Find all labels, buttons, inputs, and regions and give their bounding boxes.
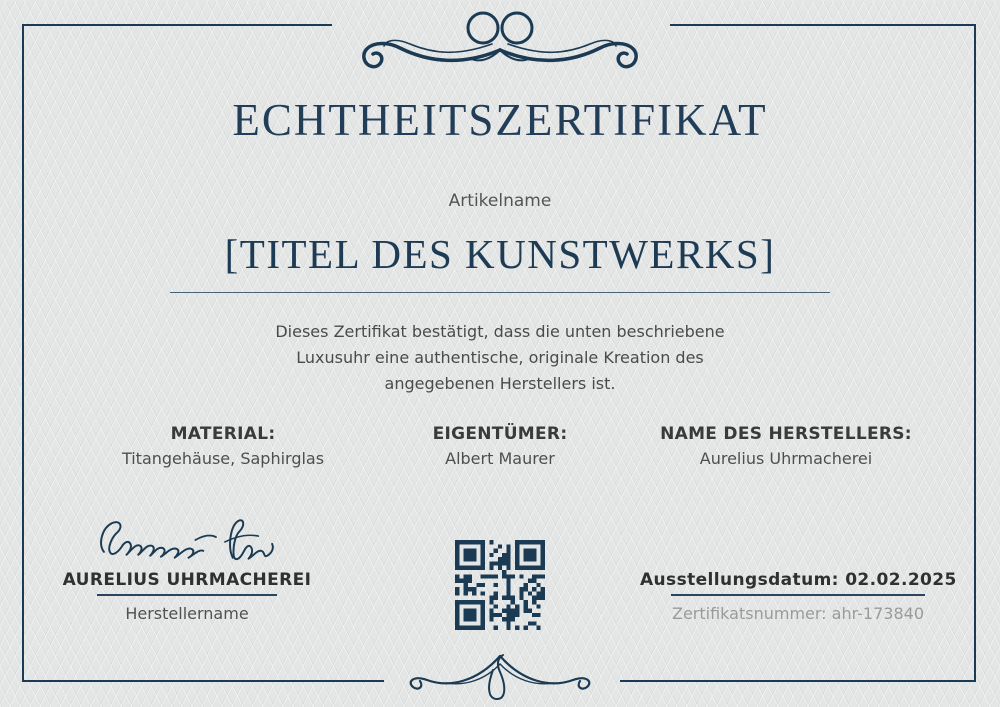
bottom-flourish-icon bbox=[395, 645, 605, 703]
artwork-title: [TITEL DES KUNSTWERKS] bbox=[224, 231, 776, 277]
frame-border-top-right bbox=[670, 24, 976, 26]
detail-value: Albert Maurer bbox=[445, 449, 555, 468]
frame-border-bottom-right bbox=[620, 680, 976, 682]
frame-border-bottom-left bbox=[22, 680, 384, 682]
issue-date: Ausstellungsdatum: 02.02.2025 bbox=[640, 570, 957, 590]
detail-label: EIGENTÜMER: bbox=[432, 424, 568, 444]
frame-border-top-left bbox=[22, 24, 332, 26]
detail-label: NAME DES HERSTELLERS: bbox=[660, 424, 912, 444]
detail-owner bbox=[350, 424, 650, 468]
issue-block bbox=[640, 570, 956, 623]
manufacturer-role-label: Herstellername bbox=[125, 604, 249, 623]
statement-line: Dieses Zertifikat bestätigt, dass die unten beschriebene bbox=[275, 322, 725, 341]
detail-manufacturer bbox=[630, 424, 942, 468]
top-flourish-icon bbox=[340, 3, 660, 79]
signature-underline bbox=[97, 594, 277, 596]
detail-label: MATERIAL: bbox=[170, 424, 276, 444]
statement-line: angegebenen Herstellers ist. bbox=[384, 374, 616, 393]
signature-icon bbox=[97, 511, 279, 569]
authenticity-statement bbox=[230, 319, 770, 397]
detail-material bbox=[43, 424, 403, 468]
certificate-title: ECHTHEITSZERTIFIKAT bbox=[232, 95, 768, 145]
qr-code-icon bbox=[455, 540, 545, 630]
detail-value: Aurelius Uhrmacherei bbox=[699, 449, 873, 468]
certificate-number: Zertifikatsnummer: ahr-173840 bbox=[672, 604, 924, 623]
statement-line: Luxusuhr eine authentische, originale Kreation des bbox=[296, 348, 704, 367]
artwork-title-underline bbox=[170, 292, 830, 293]
article-name-label: Artikelname bbox=[448, 191, 552, 211]
manufacturer-signature-name: AURELIUS UHRMACHEREI bbox=[62, 570, 312, 590]
detail-value: Titangehäuse, Saphirglas bbox=[121, 449, 325, 468]
signature-block bbox=[40, 570, 334, 623]
issue-date-underline bbox=[671, 594, 925, 596]
